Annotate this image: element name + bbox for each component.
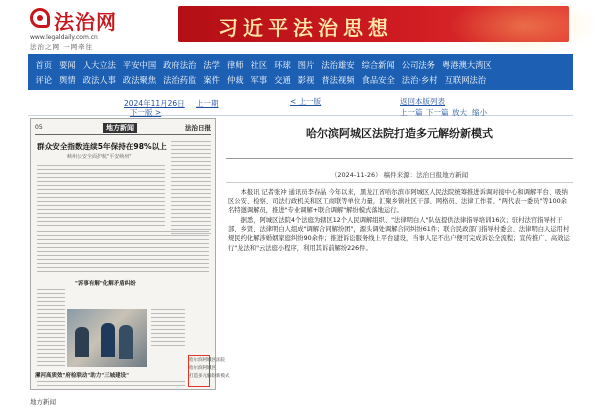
thumbnail-text-line (151, 321, 185, 322)
nav-item[interactable]: 政府法治 (163, 59, 197, 70)
nav-item[interactable]: 要闻 (59, 59, 76, 70)
thumbnail-text-line (37, 353, 65, 354)
nav-item[interactable]: 综合新闻 (361, 59, 395, 70)
thumbnail-text-line (171, 225, 211, 226)
thumbnail-text-line (37, 313, 65, 314)
thumbnail-text-line (171, 149, 211, 150)
banner-text: 习近平法治思想 (218, 16, 393, 40)
nav-item[interactable]: 普法视频 (321, 74, 355, 85)
thumbnail-text-line (37, 333, 65, 334)
nav-item[interactable]: 公司法务 (401, 59, 435, 70)
article-meta: （2024-11-26） 稿件来源：法治日报地方新闻 (330, 171, 469, 179)
thumbnail-text-line (171, 169, 211, 170)
next-article-link[interactable]: 下一篇 (426, 108, 449, 117)
thumbnail-text-line (171, 209, 211, 210)
thumbnail-text-line (37, 231, 209, 232)
thumbnail-text-line (171, 201, 211, 202)
nav-item[interactable]: 法治·乡村 (401, 74, 438, 85)
thumbnail-text-line (37, 255, 209, 256)
thumbnail-text-line (37, 247, 209, 248)
thumbnail-text-line (37, 341, 65, 342)
thumbnail-text-line (37, 349, 65, 350)
thumbnail-text-line (37, 209, 165, 210)
thumbnail-text-block-4 (151, 309, 185, 349)
thumbnail-side-col-2: 哈尔滨阿城区 (189, 366, 216, 371)
nav-item[interactable]: 粤港澳大湾区 (441, 59, 492, 70)
thumbnail-text-line (37, 305, 65, 306)
thumbnail-text-line (37, 165, 165, 166)
prev-page-link[interactable]: < 上一版 (290, 97, 322, 106)
thumbnail-text-line (151, 309, 185, 310)
nav-item[interactable]: 环球 (274, 59, 291, 70)
thumbnail-text-block-3 (37, 289, 65, 369)
thumbnail-text-line (37, 381, 185, 382)
thumbnail-text-line (151, 313, 185, 314)
nav-item[interactable]: 法治雄安 (321, 59, 355, 70)
nav-item[interactable]: 律师 (226, 59, 244, 70)
thumbnail-text-line (37, 169, 165, 170)
thumbnail-text-line (37, 177, 165, 178)
issue-date-link[interactable]: 2024年11月26日 (124, 99, 185, 108)
nav-row-primary (32, 57, 569, 72)
thumbnail-text-line (171, 205, 211, 206)
thumbnail-text-line (37, 317, 65, 318)
thumbnail-text-block (37, 165, 165, 229)
thumbnail-text-line (37, 309, 65, 310)
nav-item[interactable]: 评论 (35, 74, 53, 85)
thumbnail-text-line (37, 217, 165, 218)
thumbnail-text-line (37, 235, 209, 236)
thumbnail-text-line (171, 213, 211, 214)
thumbnail-text-line (37, 267, 209, 268)
thumbnail-text-line (37, 239, 209, 240)
article-paragraph: 据悉，阿城区法院4个法庭为辖区12个人民调解组织、"法律明白人"队伍提供法律指导培训16次；驻村法官指导村干部、乡贤、法律明白人组成"调解合同解纷团"，源头调处调解合同纠纷61件；联合民政部门指导村委会、法律明白人运用村规民约化解涉婚姻家庭纠纷90余件；推进诉讼服务线上平台建设，当事人足不出户便可完成诉讼全流程；宣传推广、高效运行"龙法和"云法庭小程序，利用其诉前解纷226件。 (228, 217, 570, 252)
thumbnail-text-line (37, 293, 65, 294)
thumbnail-text-line (37, 301, 65, 302)
thumbnail-text-line (171, 229, 211, 230)
thumbnail-headline[interactable]: 群众安全指数连续5年保持在98%以上 (37, 142, 167, 151)
thumbnail-text-line (37, 345, 65, 346)
thumbnail-caption-2[interactable]: 漯河高质效"府检联动"助力"三城建设" (35, 373, 129, 379)
thumbnail-text-line (37, 259, 209, 260)
thumbnail-text-line (151, 345, 185, 346)
thumbnail-text-line (37, 263, 209, 264)
nav-item[interactable]: 交通 (274, 74, 291, 85)
thumbnail-text-line (171, 185, 211, 186)
thumbnail-subhead: 峡州公安全面护航"平安峡州" (67, 154, 132, 160)
thumbnail-side-column (171, 141, 211, 237)
thumbnail-text-line (37, 221, 165, 222)
thumbnail-text-line (37, 385, 185, 386)
thumbnail-side-col-3: 打造多元解纷新模式 (189, 374, 230, 379)
thumbnail-text-line (37, 185, 165, 186)
thumbnail-paper-name: 法治日报 (185, 124, 211, 132)
prev-article-link[interactable]: 上一篇 (400, 108, 423, 117)
thumbnail-text-line (151, 341, 185, 342)
thumbnail-text-block-5 (37, 381, 185, 389)
nav-item[interactable]: 人大立法 (82, 59, 116, 70)
thumbnail-text-line (37, 181, 165, 182)
nav-item[interactable]: 社区 (250, 59, 268, 70)
nav-item[interactable]: 影视 (297, 74, 315, 85)
epaper-toolbar (28, 92, 573, 116)
thumbnail-text-block-2 (37, 231, 209, 275)
logo-url: www.legaldaily.com.cn (30, 34, 98, 41)
nav-item[interactable]: 平安中国 (122, 59, 157, 70)
nav-item[interactable]: 首页 (35, 59, 53, 70)
thumbnail-text-line (37, 325, 65, 326)
nav-item[interactable]: 案件 (203, 74, 220, 85)
thumbnail-text-line (151, 317, 185, 318)
thumbnail-text-line (37, 271, 209, 272)
thumbnail-text-line (171, 157, 211, 158)
article-body (228, 188, 571, 254)
nav-item[interactable]: 图片 (297, 59, 315, 70)
thumbnail-text-line (37, 193, 165, 194)
main-nav (28, 54, 573, 90)
thumbnail-text-line (37, 289, 65, 290)
thumbnail-text-line (151, 333, 185, 334)
meta-divider (226, 182, 573, 183)
thumbnail-text-line (37, 361, 65, 362)
thumbnail-text-line (171, 161, 211, 162)
thumbnail-text-line (171, 153, 211, 154)
thumbnail-text-line (171, 221, 211, 222)
nav-item[interactable]: 食品安全 (361, 74, 395, 85)
thumbnail-text-line (171, 141, 211, 142)
thumbnail-text-line (37, 201, 165, 202)
thumbnail-text-line (171, 177, 211, 178)
zoom-in-button[interactable]: 放大 (452, 108, 467, 117)
thumbnail-text-line (37, 243, 209, 244)
thumbnail-section-title: 地方新闻 (103, 123, 137, 133)
thumbnail-text-line (37, 337, 65, 338)
thumbnail-side-col-1: 哈尔滨阿城区法院 (189, 358, 225, 363)
nav-item[interactable]: 政法聚焦 (122, 74, 157, 85)
site-header (0, 0, 600, 54)
prev-issue-link[interactable]: 上一期 (196, 99, 219, 108)
thumbnail-text-line (151, 329, 185, 330)
thumbnail-text-line (37, 251, 209, 252)
thumbnail-text-line (151, 337, 185, 338)
logo-text: 法治网 (54, 10, 117, 34)
thumbnail-text-line (37, 225, 165, 226)
current-article-highlight[interactable] (188, 355, 210, 387)
title-divider (226, 158, 573, 159)
thumbnail-photo (67, 309, 147, 367)
article-paragraph: 本报讯 记者张冲 通讯员李春晶 今年以来，黑龙江省哈尔滨市阿城区人民法院统筹推进诉调对接中心和调解平台、吸纳区公安、检察、司法行政机关和区工商联等单位力量，汇聚乡镇社区干部、网格员、法律工作者、"两代表一委员"等100余名特邀调解员，推进"专业调解+联合调解"解纷模式落地运行。 (228, 189, 568, 215)
zoom-out-button[interactable]: 缩小 (472, 108, 487, 117)
thumbnail-text-line (171, 217, 211, 218)
thumbnail-text-line (171, 145, 211, 146)
nav-item[interactable]: 舆情 (59, 74, 76, 85)
thumbnail-text-line (37, 213, 165, 214)
thumbnail-text-line (171, 173, 211, 174)
thumbnail-text-line (37, 189, 165, 190)
thumbnail-text-line (171, 193, 211, 194)
header-banner[interactable] (178, 6, 569, 42)
next-page-link[interactable]: 下一版 > (130, 108, 162, 117)
logo-mark-icon (30, 8, 50, 28)
thumbnail-text-line (37, 329, 65, 330)
nav-item[interactable]: 法治药监 (163, 74, 197, 85)
nav-item[interactable]: 互联网法治 (444, 74, 487, 85)
thumbnail-text-line (37, 365, 65, 366)
nav-item[interactable]: 法学 (203, 59, 220, 70)
thumbnail-text-line (171, 189, 211, 190)
thumbnail-text-line (37, 197, 165, 198)
thumbnail-text-line (171, 165, 211, 166)
page-thumbnail[interactable] (30, 118, 230, 390)
logo-slogan: 法治之网 一网牵往 (30, 43, 94, 51)
thumbnail-text-line (171, 181, 211, 182)
thumbnail-caption-1[interactable]: "诉事有解"化解矛盾纠纷 (75, 281, 136, 287)
thumbnail-text-line (37, 173, 165, 174)
thumbnail-text-line (37, 297, 65, 298)
thumbnail-text-line (171, 197, 211, 198)
nav-item[interactable]: 政法人事 (82, 74, 116, 85)
thumbnail-masthead (35, 123, 211, 135)
thumbnail-page-num: 05 (35, 124, 43, 131)
site-logo[interactable] (30, 4, 117, 51)
thumbnail-text-line (37, 357, 65, 358)
page-footer-label: 地方新闻 (30, 398, 56, 406)
nav-item[interactable]: 仲裁 (226, 74, 244, 85)
thumbnail-text-line (37, 321, 65, 322)
back-to-list-link[interactable]: 返回本版列表 (400, 97, 445, 106)
nav-item[interactable]: 军事 (250, 74, 268, 85)
thumbnail-text-line (151, 325, 185, 326)
thumbnail-text-line (37, 205, 165, 206)
article-title: 哈尔滨阿城区法院打造多元解纷新模式 (306, 127, 493, 140)
nav-row-secondary (32, 72, 569, 87)
